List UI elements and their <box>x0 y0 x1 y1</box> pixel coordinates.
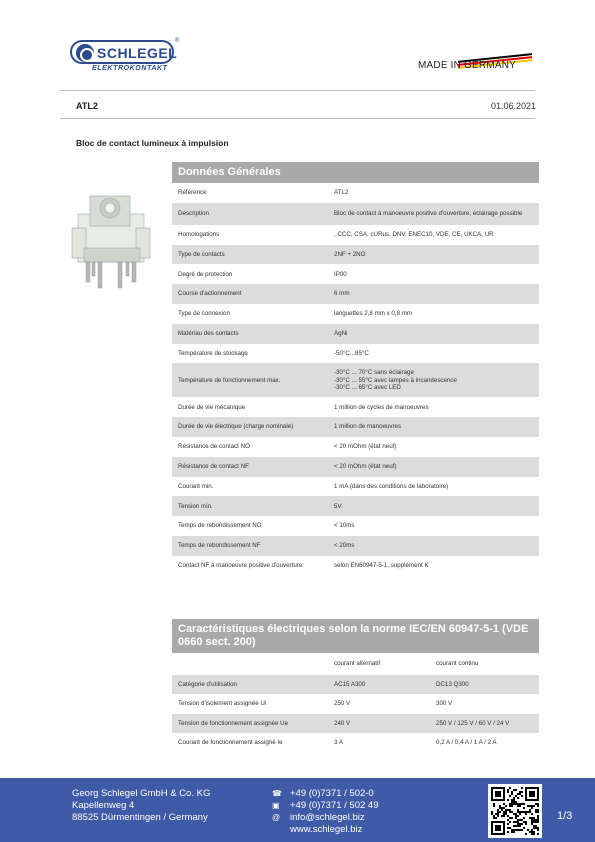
general-data-section <box>172 162 539 576</box>
row-value: ATL2 <box>334 189 349 197</box>
fax-icon: ▣ <box>272 801 280 810</box>
general-data-heading: Données Générales <box>172 162 539 183</box>
phone-number[interactable]: +49 (0)7371 / 502-0 <box>290 788 374 799</box>
email-link[interactable]: info@schlegel.biz <box>290 812 365 823</box>
table-row <box>172 344 539 364</box>
table-row <box>172 437 539 457</box>
row-value-dc: 0,2 A / 0,4 A / 1 A / 2 A <box>436 739 497 746</box>
logo-emblem-icon <box>76 44 94 62</box>
company-street: Kapellenweg 4 <box>72 800 135 811</box>
document-date: 01.06.2021 <box>490 101 536 111</box>
row-label: Homologations <box>178 230 220 238</box>
row-label: Type de contacts <box>178 250 225 258</box>
qr-code-icon[interactable] <box>488 784 542 838</box>
table-row <box>172 457 539 477</box>
logo-badge <box>70 40 178 64</box>
table-row <box>172 245 539 265</box>
table-row <box>172 556 539 576</box>
row-label: Résistance de contact NO <box>178 443 250 451</box>
row-value: 6 mm <box>334 290 350 298</box>
row-value: Bloc de contact à manoeuvre positive d'ouverture, éclairage possible <box>334 210 523 218</box>
table-row <box>172 304 539 324</box>
row-value: < 20 mOhm (état neuf) <box>334 443 397 451</box>
electrical-column-headers <box>172 653 539 675</box>
title-divider <box>60 118 535 119</box>
document-id: ATL2 <box>76 101 98 111</box>
table-row <box>172 536 539 556</box>
electrical-heading: Caractéristiques électriques selon la norme IEC/EN 60947-5-1 (VDE 0660 sect. 200) <box>172 619 539 653</box>
row-value: , CCC, CSA, cURus, DNV, ENEC10, VDE, CE, UKCA, UR <box>334 230 494 238</box>
product-image <box>62 188 162 298</box>
row-label: Course d'actionnement <box>178 290 242 298</box>
row-label: Durée de vie mécanique <box>178 403 246 411</box>
row-label: Description <box>178 210 209 218</box>
row-label: Durée de vie électrique (charge nominale) <box>178 423 294 431</box>
row-label: Tension min. <box>178 502 213 510</box>
row-value: -30°C ... 70°C sans éclairage -30°C ... 55°C avec lampes à incandescence -30°C ... 65°C avec LED <box>334 369 457 392</box>
table-row <box>172 694 539 714</box>
row-value-dc: DC13 Q300 <box>436 680 469 688</box>
table-row <box>172 324 539 344</box>
row-label: Résistance de contact NF <box>178 462 249 470</box>
row-value-dc: 300 V <box>436 700 453 707</box>
row-value: 1 million de manoeuvres <box>334 423 402 431</box>
row-value: AgNi <box>334 329 348 337</box>
row-value: < 20 mOhm (état neuf) <box>334 462 397 470</box>
row-label: Type de connexion <box>178 310 230 318</box>
table-row <box>172 363 539 397</box>
row-value: 1 mA (dans des conditions de laboratoire) <box>334 482 449 490</box>
page-number: 1/3 <box>557 810 573 822</box>
fax-number[interactable]: +49 (0)7371 / 502 49 <box>290 800 379 811</box>
company-city: 88525 Dürmentingen / Germany <box>72 812 208 823</box>
row-label: Tension de fonctionnement assignée Ue <box>178 719 289 727</box>
row-value: 5V <box>334 502 342 510</box>
website-link[interactable]: www.schlegel.biz <box>290 824 363 835</box>
row-label: Contact NF à manoeuvre positive d'ouverture: <box>178 561 305 569</box>
row-label: Température de fonctionnement max. <box>178 376 281 384</box>
electrical-section <box>172 619 539 753</box>
row-value: -50°C...85°C <box>334 349 369 357</box>
row-label: Courant min. <box>178 482 214 490</box>
row-value: < 10ms <box>334 522 355 530</box>
row-label: Tension d'isolement assignée Ui <box>178 700 267 707</box>
row-label: Temps de rebondissement NF <box>178 542 261 550</box>
row-value-dc: 250 V / 125 V / 60 V / 24 V <box>436 719 510 727</box>
column-header-dc: courant continu <box>436 660 479 667</box>
at-icon: @ <box>272 813 281 822</box>
row-value: 2NF + 2NO <box>334 250 366 258</box>
row-label: Matériau des contacts <box>178 329 239 337</box>
table-row <box>172 675 539 695</box>
table-row <box>172 203 539 225</box>
table-row <box>172 733 539 753</box>
company-logo <box>70 38 180 72</box>
table-row <box>172 496 539 516</box>
company-name: Georg Schlegel GmbH & Co. KG <box>72 788 211 799</box>
table-row <box>172 397 539 417</box>
row-value-ac: 3 A <box>334 739 343 746</box>
table-row <box>172 714 539 734</box>
made-in-germany: MADE IN GERMANY <box>418 60 517 71</box>
row-label: Référence <box>178 189 207 197</box>
table-row <box>172 284 539 304</box>
row-label: Temps de rebondissement NO <box>178 522 262 530</box>
phone-icon: ☎ <box>272 789 282 798</box>
logo-subtitle: ELEKTROKONTAKT <box>92 65 168 72</box>
document-title: Bloc de contact lumineux à impulsion <box>76 138 229 148</box>
row-value: 1 million de cycles de manoeuvres <box>334 403 429 411</box>
logo-registered-mark: ® <box>175 38 180 44</box>
row-value-ac: AC15 A300 <box>334 680 366 688</box>
table-row <box>172 264 539 284</box>
row-label: Catégorie d'utilisation <box>178 680 237 688</box>
row-label: Degré de protection <box>178 270 233 278</box>
row-value-ac: 240 V <box>334 719 351 727</box>
row-value: IP00 <box>334 270 347 278</box>
table-row <box>172 477 539 497</box>
logo-name: SCHLEGEL <box>97 45 178 61</box>
general-data-table <box>172 183 539 576</box>
company-address <box>72 788 210 824</box>
header-divider <box>60 90 535 91</box>
row-value: languettes 2,8 mm x 0,8 mm <box>334 310 413 318</box>
company-contact <box>272 788 378 836</box>
table-row <box>172 516 539 536</box>
row-label: Température de stockage <box>178 349 248 357</box>
page-footer <box>0 778 595 842</box>
column-header-ac: courant alternatif <box>334 660 381 667</box>
row-value-ac: 250 V <box>334 700 351 707</box>
table-row <box>172 417 539 437</box>
row-value: < 20ms <box>334 542 355 550</box>
row-value: selon EN60947-5-1, supplément K <box>334 561 429 569</box>
electrical-table <box>172 675 539 753</box>
table-row <box>172 183 539 203</box>
table-row <box>172 225 539 245</box>
row-label: Courant de fonctionnement assigné Ie <box>178 739 283 746</box>
